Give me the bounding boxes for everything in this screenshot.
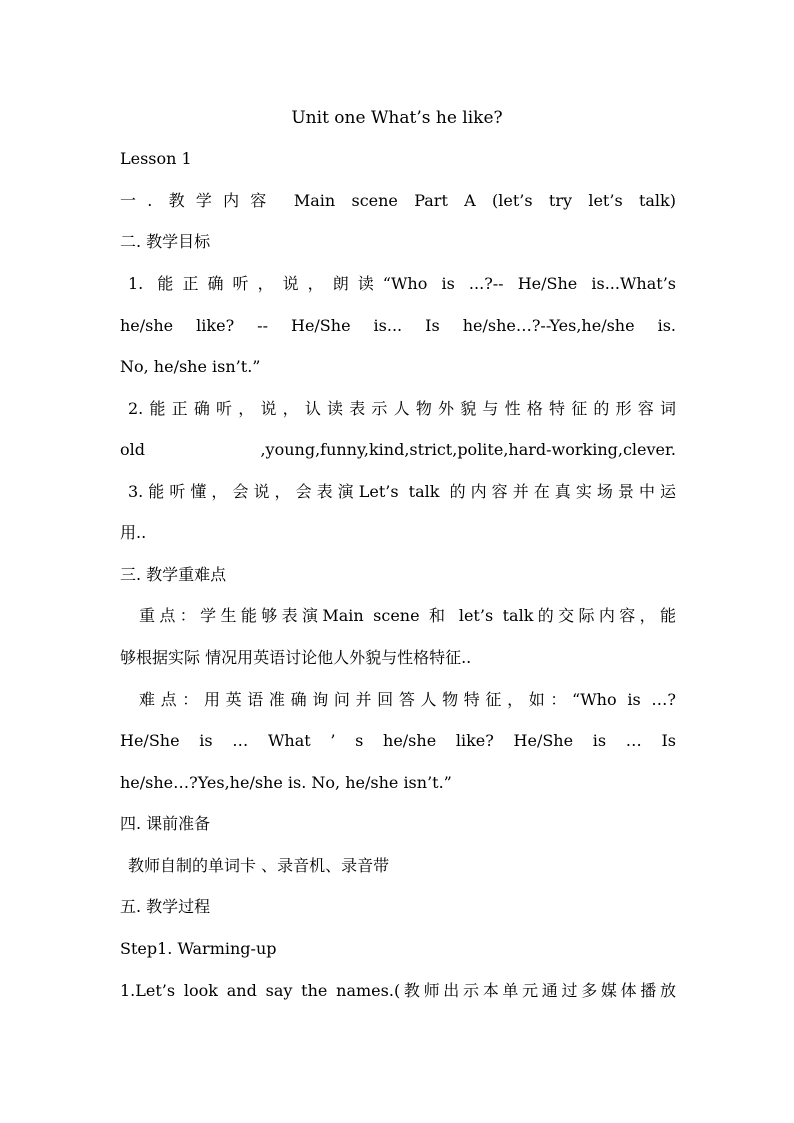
goal-1-line-2: he/she like? -- He/She is... Is he/she…?--Yes,he/she is. [120, 316, 676, 335]
section-heading-preparation: 四. 课前准备 [120, 814, 211, 833]
goal-3-line-2: 用.. [120, 523, 147, 542]
section-heading-process: 五. 教学过程 [120, 897, 211, 916]
preparation-line: 教师自制的单词卡 、录音机、录音带 [128, 856, 390, 875]
lesson-label: Lesson 1 [120, 149, 192, 168]
difficulty-line-1: 难点：用英语准确询问并回答人物特征，如：“Who is …? [139, 690, 676, 709]
goal-1-line-3: No, he/she isn’t.” [120, 357, 261, 376]
document-title: Unit one What’s he like? [291, 108, 503, 128]
goal-1-line-1: 1. 能正确听，说，朗读“Who is ...?-- He/She is...What’s [128, 274, 676, 293]
section-heading-content: 一. 教学内容 Main scene Part A (let’s try let’s talk) [120, 191, 676, 210]
step-1-heading: Step1. Warming-up [120, 939, 277, 958]
section-heading-key-points: 三. 教学重难点 [120, 565, 227, 584]
key-point-line-1: 重点：学生能够表演Main scene 和 let’s talk的交际内容，能 [139, 606, 676, 625]
goal-3-line-1: 3.能听懂，会说，会表演Let’s talk 的内容并在真实场景中运 [128, 482, 676, 501]
step-1-item-1: 1.Let’s look and say the names.(教师出示本单元通过多媒体播放 [120, 981, 676, 1000]
section-heading-goals: 二. 教学目标 [120, 232, 211, 251]
goal-2-line-1: 2.能正确听，说，认读表示人物外貌与性格特征的形容词 [128, 399, 676, 418]
difficulty-line-3: he/she…?Yes,he/she is. No, he/she isn’t.” [120, 773, 452, 792]
difficulty-line-2: He/She is … What ’ s he/she like? He/She is … Is [120, 731, 676, 750]
goal-2-line-2: old ,young,funny,kind,strict,polite,hard-working,clever. [120, 440, 676, 459]
key-point-line-2: 够根据实际 情况用英语讨论他人外貌与性格特征.. [120, 648, 472, 667]
